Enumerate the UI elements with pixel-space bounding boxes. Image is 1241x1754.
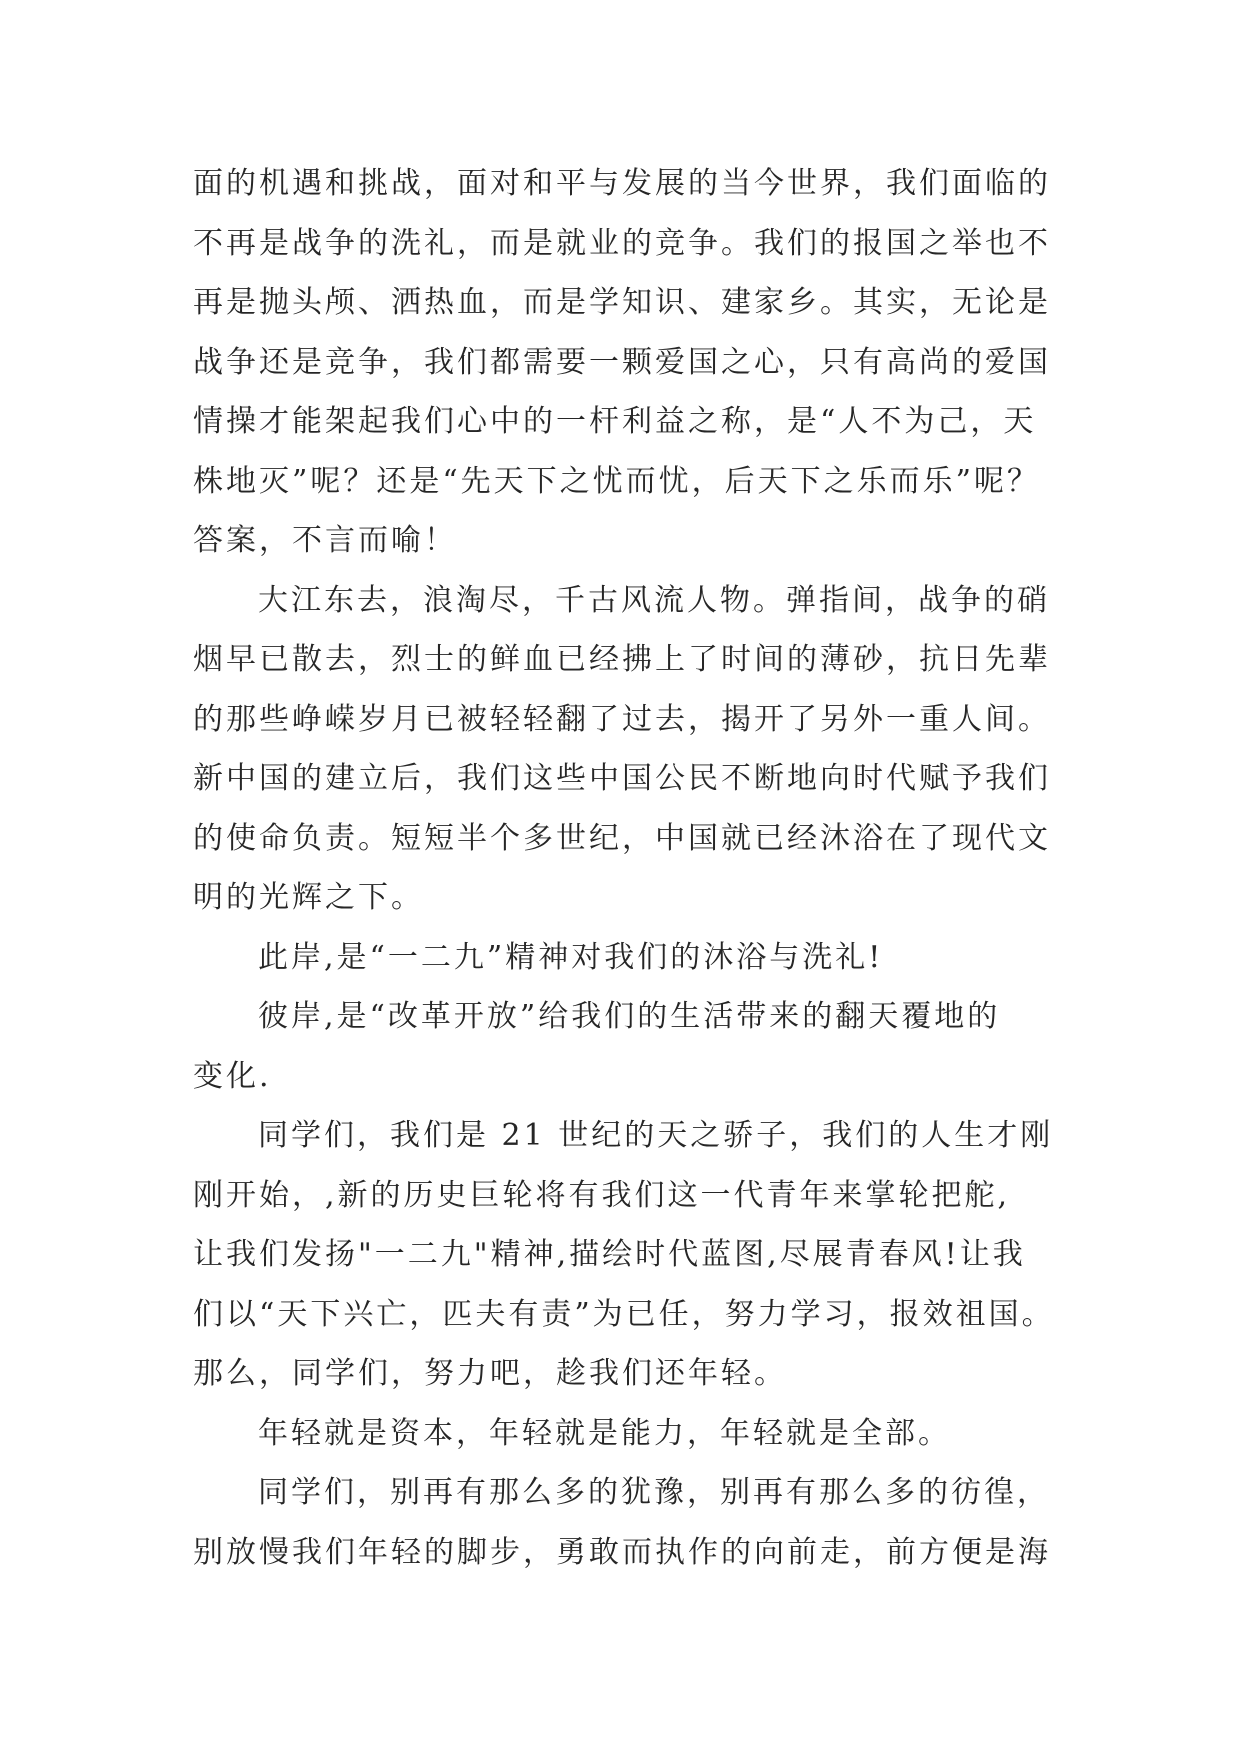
text-line: 那么，同学们，努力吧，趁我们还年轻。 xyxy=(193,1356,787,1391)
text-line: 别放慢我们年轻的脚步，勇敢而执作的向前走，前方便是海 xyxy=(193,1534,1051,1570)
text-line: 们以“天下兴亡，匹夫有责”为已任，努力学习，报效祖国。 xyxy=(193,1296,1055,1332)
text-line: 的使命负责。短短半个多世纪，中国就已经沐浴在了现代文 xyxy=(193,820,1051,856)
paragraph-first-line: 大江东去，浪淘尽，千古风流人物。弹指间，战争的硝 xyxy=(258,582,1050,618)
text-line: 新中国的建立后，我们这些中国公民不断地向时代赋予我们 xyxy=(193,761,1051,796)
text-line: 烟早已散去，烈士的鲜血已经拂上了时间的薄砂，抗日先辈 xyxy=(193,642,1051,677)
paragraph-first-line: 同学们，我们是 21 世纪的天之骄子，我们的人生才刚 xyxy=(258,1118,1054,1153)
text-line: 面的机遇和挑战，面对和平与发展的当今世界，我们面临的 xyxy=(193,166,1051,201)
text-line: 答案，不言而喻！ xyxy=(193,523,457,558)
paragraph-first-line: 此岸,是“一二九”精神对我们的沐浴与洗礼! xyxy=(258,939,884,975)
text-line: 刚开始，,新的历史巨轮将有我们这一代青年来掌轮把舵, xyxy=(193,1177,1011,1213)
text-line: 情操才能架起我们心中的一杆利益之称，是“人不为己，天 xyxy=(193,404,1037,439)
paragraph-first-line: 同学们，别再有那么多的犹豫，别再有那么多的彷徨， xyxy=(258,1475,1050,1510)
paragraph-first-line: 年轻就是资本，年轻就是能力，年轻就是全部。 xyxy=(258,1415,951,1451)
text-line: 让我们发扬"一二九"精神,描绘时代蓝图,尽展青春风!让我 xyxy=(193,1237,1026,1272)
document-body-text xyxy=(193,154,1073,1582)
text-line: 不再是战争的洗礼，而是就业的竞争。我们的报国之举也不 xyxy=(193,225,1051,261)
text-line: 的那些峥嵘岁月已被轻轻翻了过去，揭开了另外一重人间。 xyxy=(193,701,1051,737)
text-line: 明的光辉之下。 xyxy=(193,880,424,915)
text-line: 再是抛头颅、洒热血，而是学知识、建家乡。其实，无论是 xyxy=(193,285,1051,320)
paragraph-first-line: 彼岸,是“改革开放”给我们的生活带来的翻天覆地的 xyxy=(258,999,1001,1034)
text-line: 变化. xyxy=(193,1058,272,1094)
text-line: 株地灭”呢？还是“先天下之忧而忧，后天下之乐而乐”呢？ xyxy=(193,463,1041,499)
text-line: 战争还是竞争，我们都需要一颗爱国之心，只有高尚的爱国 xyxy=(193,344,1051,380)
